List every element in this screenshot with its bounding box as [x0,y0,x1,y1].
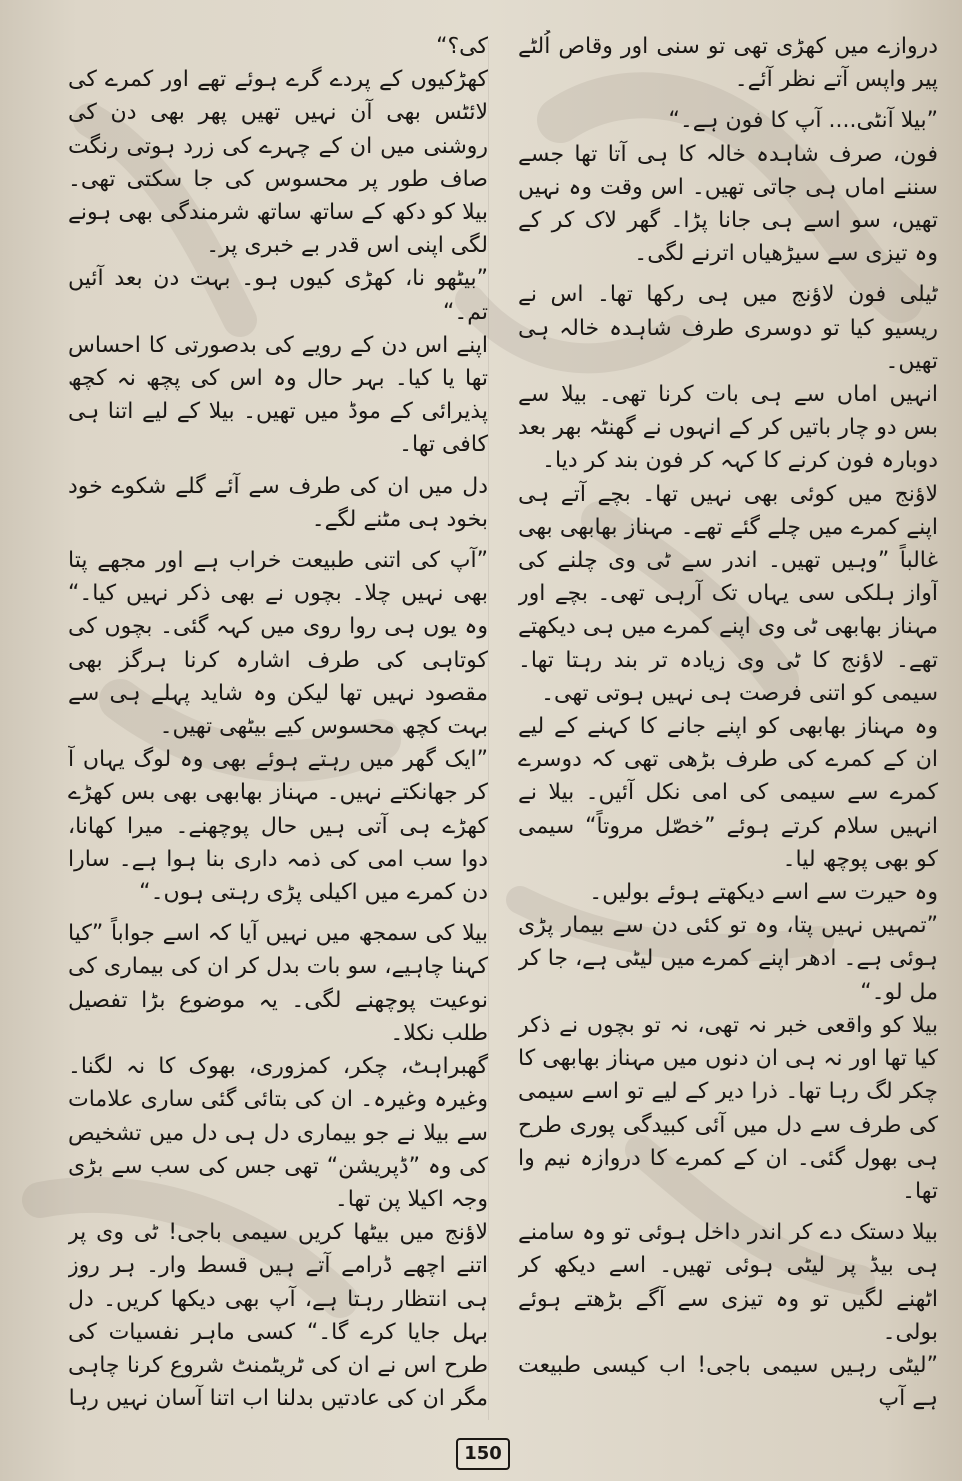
paragraph: ”تمہیں نہیں پتا، وہ تو کئی دن سے بیمار پڑی ہوئی ہے۔ ادھر اپنے کمرے میں لیٹی ہے، جا کر مل لو۔“ [518,913,938,1005]
paragraph: ”آپ کی اتنی طبیعت خراب ہے اور مجھے پتا بھی نہیں چلا۔ بچوں نے بھی ذکر نہیں کیا۔“ وہ یوں ہی روا روی میں کہہ گئی۔ بچوں کی کوتاہی کی طرف اشارہ کرنا ہرگز بھی مقصود نہیں تھا لیکن وہ شاید پہلے ہی سے بہت کچھ محسوس کیے بیٹھی تھیں۔ [68,548,488,740]
paragraph: فون، صرف شاہدہ خالہ کا ہی آتا تھا جسے سننے اماں ہی جاتی تھیں۔ اس وقت وہ نہیں تھیں، سو اسے ہی جانا پڑا۔ گھر لاک کر کے وہ تیزی سے سیڑھیاں اترنے لگی۔ [518,141,938,267]
text-column-left [68,30,488,1415]
paragraph: ”بیٹھو نا، کھڑی کیوں ہو۔ بہت دن بعد آئیں تم۔“ [68,266,488,325]
paragraph: ”ایک گھر میں رہتے ہوئے بھی وہ لوگ یہاں آ کر جھانکتے نہیں۔ مہناز بھابھی بھی بس کھڑے کھڑے ہی آتی ہیں حال پوچھنے۔ میرا کھانا، دوا سب امی کی ذمہ داری بنا ہوا ہے۔ سارا دن کمرے میں اکیلی پڑی رہتی ہوں۔“ [68,747,488,906]
paragraph: وہ حیرت سے اسے دیکھتے ہوئے بولیں۔ [589,880,938,906]
paragraph: گھبراہٹ، چکر، کمزوری، بھوک کا نہ لگنا۔ وغیرہ وغیرہ۔ ان کی بتائی گئی ساری علامات سے بیلا نے جو بیماری دل ہی دل میں تشخیص کی وہ ”ڈپریشن“ تھی جس کی سب سے بڑی وجہ اکیلا پن تھا۔ [68,1054,488,1212]
paragraph: ”بیلا آنٹی.... آپ کا فون ہے۔“ [668,108,938,134]
paragraph: ”لیٹی رہیں سیمی باجی! اب کیسی طبیعت ہے آپ [518,1352,938,1412]
paragraph: وہ مہناز بھابھی کو اپنے جانے کا کہنے کے لیے ان کے کمرے کی طرف بڑھی تھی کہ دوسرے کمرے سے سیمی کی امی نکل آئیں۔ بیلا نے انہیں سلام کرتے ہوئے ”خصّل مروتاً“ سیمی کو بھی پوچھ لیا۔ [518,714,938,872]
paragraph: ٹیلی فون لاؤنج میں ہی رکھا تھا۔ اس نے ریسیو کیا تو دوسری طرف شاہدہ خالہ ہی تھیں۔ [518,282,938,374]
paragraph: لاؤنج میں کوئی بھی نہیں تھا۔ بچے آتے ہی اپنے کمرے میں چلے گئے تھے۔ مہناز بھابھی بھی غالباً ”وہیں تھیں۔ اندر سے ٹی وی چلنے کی آواز ہلکی سی یہاں تک آرہی تھی۔ بچے اور مہناز بھابھی ٹی وی اپنے کمرے میں ہی دیکھتے تھے۔ لاؤنج کا ٹی وی زیادہ تر بند رہتا تھا۔ سیمی کو اتنی فرصت ہی نہیں ہوتی تھی۔ [518,481,938,706]
page-number: 150 [456,1438,510,1470]
paragraph: اپنے اس دن کے رویے کی بدصورتی کا احساس تھا یا کیا۔ بہر حال وہ اس کی پچھ نہ کچھ پذیرائی کے موڈ میں تھیں۔ بیلا کے لیے اتنا ہی کافی تھا۔ [68,332,488,458]
paragraph: کی؟“ [436,34,488,59]
paragraph: بیلا کی سمجھ میں نہیں آیا کہ اسے جواباً ”کیا کہنا چاہیے، سو بات بدل کر ان کی بیماری کی نوعیت پوچھنے لگی۔ یہ موضوع بڑا تفصیل طلب نکلا۔ [68,921,488,1046]
paragraph: لاؤنج میں بیٹھا کریں سیمی باجی! ٹی وی پر اتنے اچھے ڈرامے آتے ہیں قسط وار۔ ہر روز ہی انتظار رہتا ہے، آپ بھی دیکھا کریں۔ دل بہل جایا کرے گا۔“ کسی ماہر نفسیات کی طرح اس نے ان کی ٹریٹمنٹ شروع کرنا چاہی مگر ان کی عادتیں بدلنا اب اتنا آسان نہیں رہا [68,1220,488,1412]
column-divider [488,40,489,1420]
paragraph: دل میں ان کی طرف سے آئے گلے شکوے خود بخود ہی مٹنے لگے۔ [68,473,488,532]
paragraph: انہیں اماں سے ہی بات کرنا تھی۔ بیلا سے بس دو چار باتیں کر کے انہوں نے گھنٹہ بھر بعد دوبارہ فون کرنے کا کہہ کر فون بند کر دیا۔ [518,382,938,474]
paragraph: بیلا کو واقعی خبر نہ تھی، نہ تو بچوں نے ذکر کیا تھا اور نہ ہی ان دنوں میں مہناز بھابھی کا چکر لگ رہا تھا۔ ذرا دیر کے لیے تو اسے سیمی کی طرف سے دل میں آئی کبیدگی پوری طرح ہی بھول گئی۔ ان کے کمرے کا دروازہ نیم وا تھا۔ [518,1012,938,1204]
text-column-right [518,30,938,1415]
paragraph: دروازے میں کھڑی تھی تو سنی اور وقاص اُلٹے پیر واپس آتے نظر آئے۔ [518,34,938,93]
paragraph: کھڑکیوں کے پردے گرے ہوئے تھے اور کمرے کی لائٹس بھی آن نہیں تھیں پھر بھی دن کی روشنی میں ان کے چہرے کی زرد ہوتی رنگت صاف طور پر محسوس کی جا سکتی تھی۔ بیلا کو دکھ کے ساتھ ساتھ شرمندگی بھی ہونے لگی اپنی اس قدر بے خبری پر۔ [68,67,488,259]
paragraph: بیلا دستک دے کر اندر داخل ہوئی تو وہ سامنے ہی بیڈ پر لیٹی ہوئی تھیں۔ اسے دیکھ کر اٹھنے لگیں تو وہ تیزی سے آگے بڑھتے ہوئے بولی۔ [518,1220,938,1345]
